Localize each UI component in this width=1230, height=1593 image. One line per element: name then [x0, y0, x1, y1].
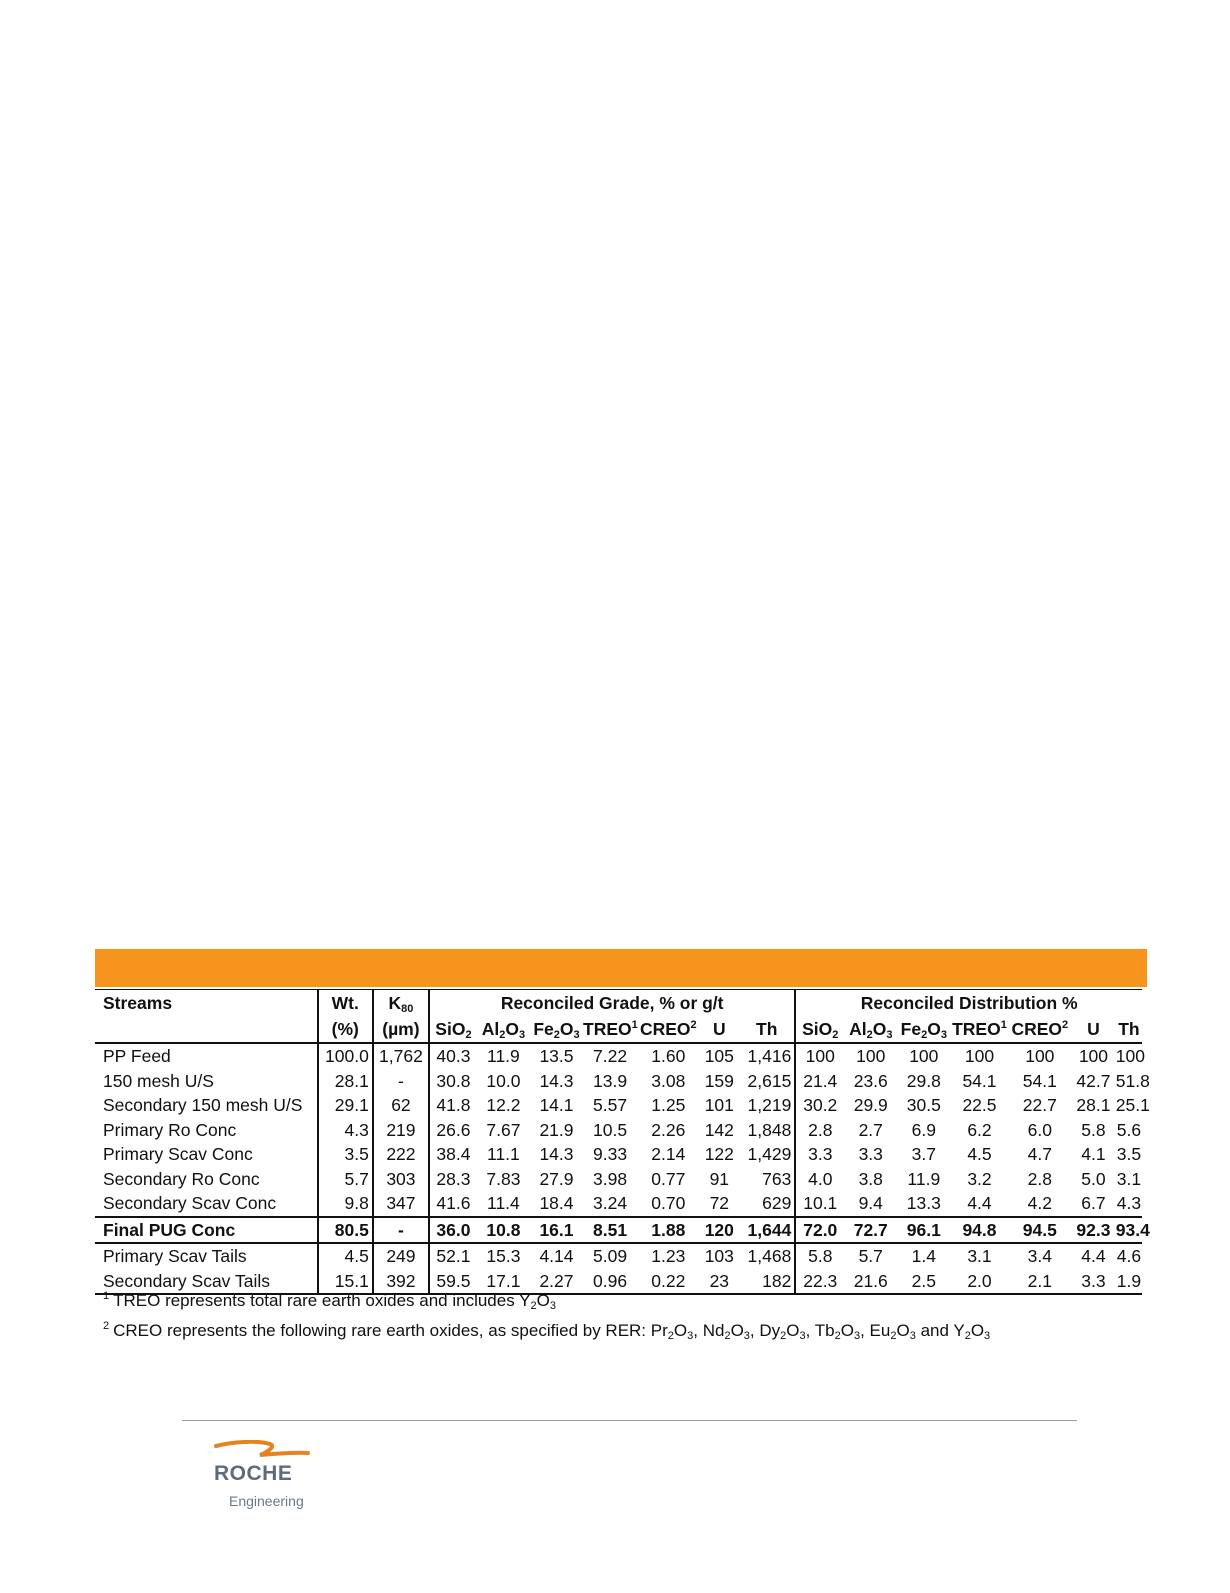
grade-cell: 1.60 [651, 1046, 686, 1067]
row-name: Primary Scav Tails [103, 1246, 247, 1267]
row-name: Secondary Scav Conc [103, 1193, 277, 1214]
header-grade-al2o: $Al_2O_3$ [477, 1016, 530, 1043]
row-k80: 1,762 [373, 1043, 429, 1069]
grade-cell: 12.2 [486, 1095, 521, 1116]
distribution-cell: 72.0 [795, 1217, 844, 1244]
footnote-1-mark: 1 [103, 1290, 110, 1302]
grade-cell: 18.4 [539, 1193, 574, 1214]
row-wt: 9.8 [318, 1191, 373, 1217]
table-title-bar [95, 949, 1147, 987]
distribution-cell: 6.0 [1027, 1119, 1052, 1140]
grade-cell: 41.6 [429, 1191, 477, 1217]
distribution-cell: 94.5 [1009, 1217, 1071, 1244]
distribution-cell: 22.5 [962, 1095, 997, 1116]
grade-cell: 2.27 [530, 1269, 583, 1295]
row-wt: 100.0 [318, 1043, 373, 1069]
distribution-cell: 22.7 [1022, 1095, 1057, 1116]
distribution-cell: 5.6 [1116, 1119, 1142, 1140]
distribution-cell: 72.7 [844, 1217, 897, 1244]
table-row [95, 1167, 1142, 1192]
grade-cell: 2,615 [747, 1070, 792, 1091]
header-wt: Wt. [318, 990, 373, 1017]
grade-cell: 5.09 [593, 1246, 628, 1267]
distribution-cell: 21.6 [844, 1269, 897, 1295]
distribution-cell: 100 [964, 1046, 995, 1067]
header-dist-al2o: $Al_2O_3$ [844, 1016, 897, 1043]
header-dist-sio: SiO$_2$ [795, 1016, 844, 1043]
grade-cell: 3.08 [651, 1070, 686, 1091]
distribution-cell: 25.1 [1115, 1095, 1150, 1116]
grade-cell: 52.1 [429, 1243, 477, 1269]
distribution-cell: 54.1 [962, 1070, 997, 1091]
header-dist-u: U [1071, 1016, 1116, 1043]
row-k80: - [373, 1217, 429, 1244]
header-k80-main: K [388, 993, 402, 1013]
grade-cell: 4.14 [539, 1246, 574, 1267]
grade-cell: 103 [704, 1246, 734, 1267]
grade-cell: 11.4 [487, 1193, 520, 1214]
grade-cell: 10.8 [477, 1217, 530, 1244]
distribution-cell: 94.8 [950, 1217, 1008, 1244]
footnote-1-text: TREO represents total rare earth oxides and includes $Y_2O_3$ [113, 1291, 556, 1312]
reconciled-grade-table [95, 989, 1150, 1295]
row-name: Secondary 150 mesh U/S [103, 1095, 303, 1116]
row-wt: 80.5 [318, 1217, 373, 1244]
header-grade-creo: CREO$^2$ [637, 1016, 699, 1043]
grade-cell: 101 [704, 1095, 734, 1116]
header-k80 [373, 990, 429, 1017]
header-row-2 [95, 1016, 1142, 1043]
distribution-cell: 22.3 [795, 1269, 844, 1295]
logo-name: ROCHE [214, 1462, 293, 1485]
grade-cell: 28.3 [429, 1167, 477, 1192]
row-name: 150 mesh U/S [103, 1070, 214, 1091]
header-dist-treo: TREO$^1$ [950, 1016, 1008, 1043]
distribution-cell: 3.1 [967, 1246, 992, 1267]
distribution-cell: 1.9 [1116, 1269, 1142, 1295]
row-name: Final PUG Conc [95, 1217, 318, 1244]
header-dist-th: Th [1116, 1016, 1142, 1043]
table-row [95, 1243, 1142, 1269]
grade-cell: 0.22 [637, 1269, 699, 1295]
distribution-cell: 100 [909, 1046, 939, 1067]
row-wt: 29.1 [318, 1093, 373, 1118]
header-grade-treo: TREO$^1$ [583, 1016, 637, 1043]
grade-cell: 1.25 [651, 1095, 686, 1116]
row-k80: 249 [373, 1243, 429, 1269]
grade-cell: 41.8 [429, 1093, 477, 1118]
grade-cell: 7.67 [486, 1119, 521, 1140]
row-name: Primary Ro Conc [103, 1119, 237, 1140]
grade-cell: 5.57 [593, 1095, 628, 1116]
footnote-2 [103, 1321, 990, 1341]
distribution-cell: 4.7 [1027, 1144, 1052, 1165]
header-row-1 [95, 990, 1142, 1017]
row-name: Secondary Scav Tails [95, 1269, 318, 1295]
grade-cell: 105 [704, 1046, 734, 1067]
distribution-cell: 2.8 [795, 1118, 844, 1143]
grade-cell: 10.0 [486, 1070, 521, 1091]
grade-cell: 142 [704, 1119, 734, 1140]
grade-cell: 11.9 [487, 1046, 520, 1067]
grade-cell: 13.9 [593, 1070, 628, 1091]
row-wt: 4.5 [318, 1243, 373, 1269]
distribution-cell: 100 [795, 1043, 844, 1069]
grade-cell: 59.5 [429, 1269, 477, 1295]
grade-cell: 2.26 [651, 1119, 686, 1140]
grade-cell: 13.5 [539, 1046, 574, 1067]
grade-cell: 629 [762, 1193, 792, 1214]
grade-cell: 9.33 [593, 1144, 628, 1165]
distribution-cell: 3.8 [858, 1168, 883, 1189]
grade-cell: 27.9 [539, 1168, 574, 1189]
distribution-cell: 4.4 [967, 1193, 992, 1214]
distribution-cell: 13.3 [906, 1193, 941, 1214]
grade-cell: 8.51 [583, 1217, 637, 1244]
table-row [95, 1043, 1142, 1069]
row-k80: 392 [373, 1269, 429, 1295]
footer-divider [182, 1420, 1077, 1421]
header-grade-sio: SiO$_2$ [429, 1016, 477, 1043]
grade-cell: 1.88 [637, 1217, 699, 1244]
header-k80-unit: (µm) [373, 1016, 429, 1043]
grade-cell: 7.83 [486, 1168, 521, 1189]
row-wt: 4.3 [318, 1118, 373, 1143]
distribution-cell: 6.9 [911, 1119, 936, 1140]
distribution-cell: 6.7 [1081, 1193, 1106, 1214]
row-k80: 347 [373, 1191, 429, 1217]
roche-engineering-logo [212, 1440, 322, 1515]
table-row [95, 1142, 1142, 1167]
header-grade-u: U [700, 1016, 740, 1043]
footnote-2-mark: 2 [103, 1320, 110, 1332]
distribution-cell: 100 [856, 1046, 886, 1067]
distribution-cell: 51.8 [1115, 1070, 1150, 1091]
grade-cell: 40.3 [429, 1043, 477, 1069]
row-wt: 28.1 [318, 1069, 373, 1094]
distribution-cell: 42.7 [1076, 1070, 1111, 1091]
distribution-cell: 2.0 [950, 1269, 1008, 1295]
footnote-2-text: CREO represents the following rare earth oxides, as specified by RER: $Pr_2O_3$, $Nd_2O_3$, $Dy_2O_3$, $Tb_2O_3$, $Eu_2O_3$ and $Y_2O_3$ [113, 1321, 991, 1342]
distribution-cell: 3.3 [858, 1144, 883, 1165]
distribution-cell: 4.0 [795, 1167, 844, 1192]
row-name: Secondary Ro Conc [103, 1168, 260, 1189]
distribution-cell: 5.8 [1081, 1119, 1106, 1140]
table-row [95, 1069, 1142, 1094]
grade-cell: 1,468 [747, 1246, 792, 1267]
grade-cell: 21.9 [539, 1119, 574, 1140]
header-grade-group: Reconciled Grade, % or g/t [429, 990, 795, 1017]
distribution-cell: 4.2 [1027, 1193, 1052, 1214]
grade-cell: 0.70 [651, 1193, 686, 1214]
distribution-cell: 3.3 [795, 1142, 844, 1167]
distribution-cell: 5.8 [795, 1243, 844, 1269]
table-row [95, 1118, 1142, 1143]
distribution-cell: 93.4 [1116, 1217, 1142, 1244]
table-body [95, 1043, 1150, 1294]
row-k80: 222 [373, 1142, 429, 1167]
grade-cell: 159 [704, 1070, 734, 1091]
grade-cell: 10.5 [593, 1119, 628, 1140]
row-k80: 303 [373, 1167, 429, 1192]
row-wt: 3.5 [318, 1142, 373, 1167]
row-wt: 15.1 [318, 1269, 373, 1295]
distribution-cell: 4.5 [967, 1144, 992, 1165]
grade-cell: 763 [762, 1168, 792, 1189]
header-k80-sub: 80 [401, 1003, 414, 1015]
distribution-cell: 3.5 [1116, 1144, 1142, 1165]
distribution-cell: 4.6 [1116, 1246, 1142, 1267]
distribution-cell: 10.1 [795, 1191, 844, 1217]
grade-cell: 7.22 [593, 1046, 628, 1067]
distribution-cell: 54.1 [1022, 1070, 1057, 1091]
distribution-cell: 100 [1025, 1046, 1055, 1067]
grade-cell: 14.3 [539, 1070, 574, 1091]
distribution-cell: 23.6 [853, 1070, 888, 1091]
distribution-cell: 29.8 [906, 1070, 941, 1091]
table-row [95, 1191, 1142, 1217]
grade-cell: 72 [709, 1193, 730, 1214]
distribution-cell: 100 [1115, 1046, 1145, 1067]
grade-cell: 3.24 [593, 1193, 628, 1214]
grade-cell: 1,644 [739, 1217, 795, 1244]
distribution-cell: 9.4 [858, 1193, 883, 1214]
distribution-cell: 2.1 [1009, 1269, 1071, 1295]
distribution-cell: 21.4 [795, 1069, 844, 1094]
grade-cell: 11.1 [487, 1144, 520, 1165]
header-grade-fe2o: $Fe_2O_3$ [530, 1016, 583, 1043]
grade-cell: 23 [700, 1269, 740, 1295]
grade-cell: 120 [700, 1217, 740, 1244]
distribution-cell: 1.4 [911, 1246, 936, 1267]
grade-cell: 91 [709, 1168, 730, 1189]
footnote-1 [103, 1291, 556, 1311]
distribution-cell: 4.3 [1116, 1193, 1142, 1214]
header-dist-group: Reconciled Distribution % [795, 990, 1142, 1017]
distribution-cell: 2.8 [1027, 1168, 1052, 1189]
grade-cell: 14.1 [539, 1095, 574, 1116]
grade-cell: 122 [704, 1144, 734, 1165]
row-k80: 62 [373, 1093, 429, 1118]
distribution-cell: 29.9 [853, 1095, 888, 1116]
distribution-cell: 2.7 [858, 1119, 883, 1140]
distribution-cell: 11.9 [907, 1168, 941, 1189]
grade-cell: 30.8 [429, 1069, 477, 1094]
distribution-cell: 92.3 [1071, 1217, 1116, 1244]
distribution-cell: 3.4 [1027, 1246, 1052, 1267]
grade-cell: 0.96 [583, 1269, 637, 1295]
distribution-cell: 3.1 [1116, 1168, 1142, 1189]
distribution-cell: 30.5 [906, 1095, 941, 1116]
row-wt: 5.7 [318, 1167, 373, 1192]
grade-cell: 1,429 [747, 1144, 792, 1165]
distribution-cell: 3.2 [967, 1168, 992, 1189]
logo-subtitle: Engineering [229, 1493, 304, 1509]
grade-cell: 26.6 [429, 1118, 477, 1143]
grade-cell: 1,416 [747, 1046, 792, 1067]
row-name: PP Feed [103, 1046, 171, 1067]
header-grade-th: Th [739, 1016, 795, 1043]
grade-cell: 3.98 [593, 1168, 628, 1189]
distribution-cell: 3.7 [911, 1144, 936, 1165]
distribution-cell: 100 [1078, 1046, 1109, 1067]
grade-cell: 17.1 [477, 1269, 530, 1295]
row-k80: 219 [373, 1118, 429, 1143]
row-k80: - [373, 1069, 429, 1094]
grade-cell: 38.4 [429, 1142, 477, 1167]
distribution-cell: 5.0 [1081, 1168, 1106, 1189]
grade-cell: 1,219 [747, 1095, 792, 1116]
distribution-cell: 30.2 [795, 1093, 844, 1118]
grade-cell: 16.1 [530, 1217, 583, 1244]
grade-cell: 2.14 [651, 1144, 686, 1165]
grade-cell: 14.3 [539, 1144, 574, 1165]
grade-cell: 0.77 [651, 1168, 686, 1189]
distribution-cell: 3.3 [1071, 1269, 1116, 1295]
grade-cell: 36.0 [429, 1217, 477, 1244]
table-row [95, 1217, 1142, 1244]
distribution-cell: 6.2 [967, 1119, 992, 1140]
header-dist-fe2o: $Fe_2O_3$ [897, 1016, 950, 1043]
table-row [95, 1093, 1142, 1118]
distribution-cell: 96.1 [897, 1217, 950, 1244]
header-wt-unit: (%) [318, 1016, 373, 1043]
row-name: Primary Scav Conc [103, 1144, 253, 1165]
distribution-cell: 5.7 [858, 1246, 883, 1267]
grade-cell: 15.3 [486, 1246, 521, 1267]
distribution-cell: 4.1 [1081, 1144, 1106, 1165]
distribution-cell: 2.5 [897, 1269, 950, 1295]
grade-cell: 1.23 [651, 1246, 686, 1267]
grade-cell: 1,848 [747, 1119, 792, 1140]
distribution-cell: 28.1 [1076, 1095, 1111, 1116]
header-dist-creo: CREO$^2$ [1009, 1016, 1071, 1043]
header-streams: Streams [95, 990, 318, 1017]
distribution-cell: 4.4 [1081, 1246, 1106, 1267]
grade-cell: 182 [739, 1269, 795, 1295]
